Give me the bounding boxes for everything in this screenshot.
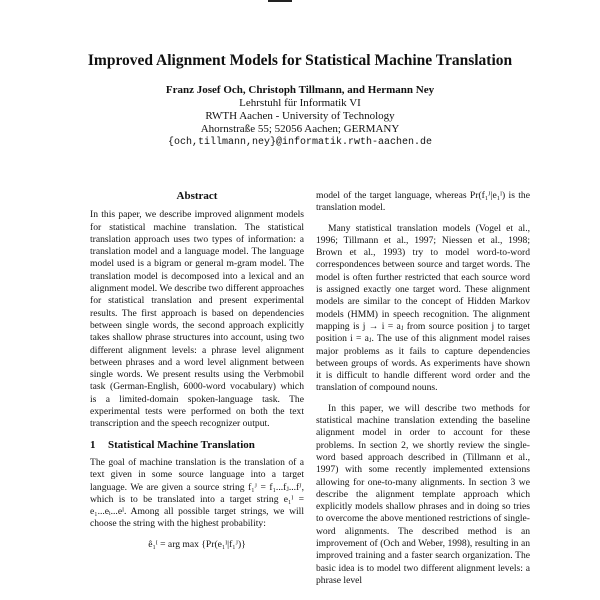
left-column xyxy=(90,190,304,553)
abstract-heading: Abstract xyxy=(176,190,218,202)
paper-title: Improved Alignment Models for Statistical Machine Translation xyxy=(87,52,513,69)
author-names: Franz Josef Och, Christoph Tillmann, and Hermann Ney xyxy=(165,84,435,96)
author-block xyxy=(0,84,600,149)
affiliation-department: Lehrstuhl für Informatik VI xyxy=(239,97,361,109)
section-1-number: 1 xyxy=(90,438,96,451)
right-paragraph-2: In this paper, we will describe two methods for statistical machine translation extending the baseline alignment model in order to account for these problems. In section 2, we shortly review the single-word based approach described in (Tillmann et al., 1997) with some recently implemented extensions allowing for one-to-many alignments. In section 3 we describe the alignment template approach which explicitly models shallow phrases and in doing so tries to overcome the above mentioned restrictions of single-word alignments. The described method is an improvement of (Och and Weber, 1998), resulting in an improved training and a faster search organization. The basic idea is to model two different alignment levels: a phrase level xyxy=(316,402,530,586)
section-1-title: Statistical Machine Translation xyxy=(108,438,255,451)
right-column xyxy=(316,190,530,595)
author-email: {och,tillmann,ney}@informatik.rwth-aachen.de xyxy=(167,137,433,148)
right-paragraph-0: model of the target language, whereas Pr(f₁ᴶ|e₁ᴵ) is the translation model. xyxy=(316,190,530,214)
affiliation-university: RWTH Aachen - University of Technology xyxy=(205,110,395,122)
equation-argmax: ê₁ᴵ = arg max {Pr(e₁ᴵ|f₁ᴶ)} xyxy=(148,538,246,550)
top-rule xyxy=(268,0,292,2)
right-paragraph-1: Many statistical translation models (Vogel et al., 1996; Tillmann et al., 1997; Niessen et al., 1998; Brown et al., 1993) try to model word-to-word correspondences between source and target words. The model is often further restricted that each source word is assigned exactly one target word. These alignment models are similar to the concept of Hidden Markov models (HMM) in speech recognition. The alignment mapping is j → i = aⱼ from source position j to target position i = aⱼ. The use of this alignment model raises major problems as it fails to capture dependencies between groups of words. As experiments have shown it is difficult to handle different word order and the translation of compound nouns. xyxy=(316,222,530,394)
abstract-text: In this paper, we describe improved alignment models for statistical machine translation. The statistical translation approach uses two types of information: a translation model and a language model. The language model used is a bigram or general m-gram model. The translation model is decomposed into a lexical and an alignment model. We describe two different approaches for statistical translation and present experimental results. The first approach is based on dependencies between single words, the second approach explicitly takes shallow phrase structures into account, using two different alignment levels: a phrase level alignment between phrases and a word level alignment between single words. We present results using the Verbmobil task (German-English, 6000-word vocabulary) which is a limited-domain spoken-language task. The experimental tests were performed on both the text transcription and the speech recognizer output. xyxy=(90,209,304,430)
affiliation-address: Ahornstraße 55; 52056 Aachen; GERMANY xyxy=(200,123,400,135)
section-1-heading xyxy=(90,439,304,451)
section-1-text: The goal of machine translation is the translation of a text given in some source language into a target language. We are given a source string f₁ᴶ = f₁...fⱼ...fᴶ, which is to be translated into a target string e₁ᴵ = e₁...eᵢ...eᴵ. Among all possible target strings, we will choose the string with the highest probability: xyxy=(90,456,304,530)
